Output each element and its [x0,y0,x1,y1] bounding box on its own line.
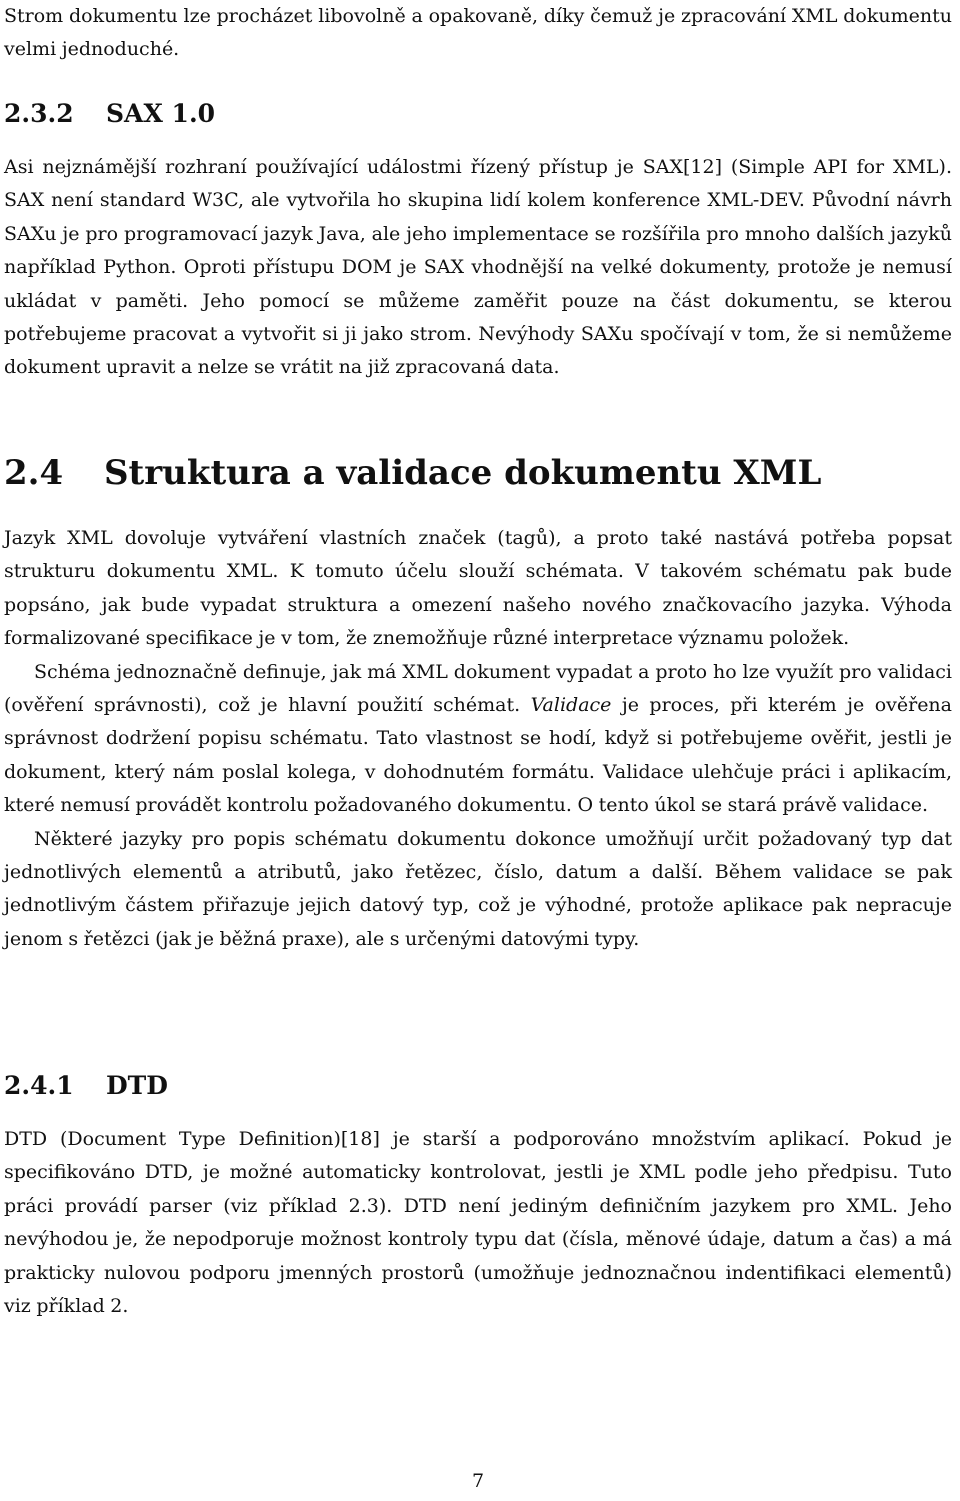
section-number: 2.4 [4,453,64,493]
struct-paragraph-1: Jazyk XML dovoluje vytváření vlastních značek (tagů), a proto také nastává potřeba popsat strukturu dokumentu XML. K tomuto účelu slouží schémata. V takovém schématu pak bude popsáno, jak bude vypadat struktura a omezení našeho nového značkovacího jazyka. Výhoda formalizované specifikace je v tom, že znemožňuje různé interpretace významu položek. [4,527,952,650]
section-number: 2.4.1 [4,1071,74,1100]
text-run: Schéma jednoznačně definuje, jak má XML dokument vypadat a proto ho lze využít pro validaci (ověření správnosti), což je hlavní použití schémat. [4,660,952,717]
section-title: SAX 1.0 [106,99,216,128]
section-title: Struktura a validace dokumentu XML [104,453,822,493]
section-heading-struct [4,453,821,493]
struct-paragraph-3: Některé jazyky pro popis schématu dokumentu dokonce umožňují určit požadovaný typ dat jednotlivých elementů a atributů, jako řetězec, číslo, datum a další. Během validace se pak jednotlivým částem přiřazuje jejich datový typ, což je výhodné, protože aplikace pak nepracuje jenom s řetězci (jak je běžná praxe), ale s určenými datovými typy. [4,827,952,950]
sax-paragraph: Asi nejznámější rozhraní používající událostmi řízený přístup je SAX[12] (Simple API for XML). SAX není standard W3C, ale vytvořila ho skupina lidí kolem konference XML-DEV. Původní návrh SAXu je pro programovací jazyk Java, ale jeho implementace se rozšířila pro mnoho dalších jazyků například Python. Oproti přístupu DOM je SAX vhodnější na velké dokumenty, protože je nemusí ukládat v paměti. Jeho pomocí se můžeme zaměřit pouze na část dokumentu, se kterou potřebujeme pracovat a vytvořit si ji jako strom. Nevýhody SAXu spočívají v tom, že si nemůžeme dokument upravit a nelze se vrátit na již zpracovaná data. [4,156,952,379]
section-title: DTD [106,1071,168,1100]
section-heading-sax [4,99,215,128]
intro-paragraph: Strom dokumentu lze procházet libovolně a opakovaně, díky čemuž je zpracování XML dokumentu velmi jednoduché. [4,5,952,61]
text-run: je proces, při kterém je ověřena správnost dodržení popisu schématu. Tato vlastnost se hodí, když si potřebujeme ověřit, jestli je dokument, který nám poslal kolega, v dohodnutém formátu. Validace ulehčuje práci i aplikacím, které nemusí provádět kontrolu požadovaného dokumentu. O tento úkol se stará právě validace. [4,694,952,817]
section-number: 2.3.2 [4,99,74,128]
emphasis-term: Validace [530,694,612,717]
section-heading-dtd [4,1071,168,1100]
dtd-paragraph: DTD (Document Type Definition)[18] je starší a podporováno množstvím aplikací. Pokud je specifikováno DTD, je možné automaticky kontrolovat, jestli je XML podle jeho předpisu. Tuto práci provádí parser (viz příklad 2.3). DTD není jediným definičním jazykem pro XML. Jeho nevýhodou je, že nepodporuje možnost kontroly typu dat (čísla, měnové údaje, datum a čas) a má prakticky nulovou podporu jmenných prostorů (umožňuje jednoznačnou indentifikaci elementů) viz příklad 2. [4,1128,952,1318]
struct-paragraph-2 [4,656,952,823]
struct-body [4,522,952,956]
page-number: 7 [471,1470,485,1492]
